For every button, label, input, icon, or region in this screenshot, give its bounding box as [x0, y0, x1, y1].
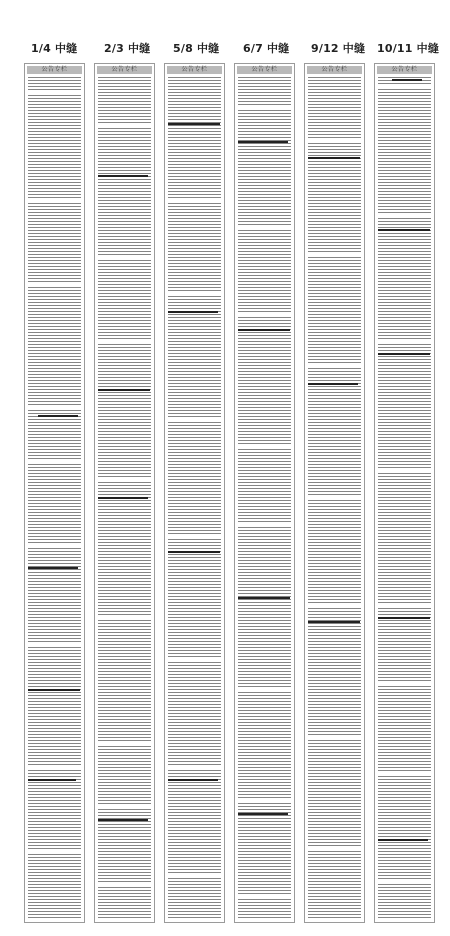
- heading-line: [168, 551, 220, 553]
- heading-line: [168, 311, 218, 313]
- paragraph-gap: [28, 407, 81, 410]
- paragraph-gap: [308, 365, 361, 368]
- column-header-5-8: 5/8 中缝: [173, 42, 220, 55]
- gutter-strip-10-11: [374, 63, 435, 923]
- notice-text-block: [28, 77, 81, 919]
- paragraph-gap: [308, 497, 361, 500]
- heading-line: [98, 389, 150, 391]
- gutter-strip-1-4: [24, 63, 85, 923]
- heading-line: [98, 175, 148, 177]
- heading-line: [98, 497, 148, 499]
- paragraph-gap: [378, 215, 431, 218]
- notice-text-block: [378, 77, 431, 919]
- heading-line: [168, 123, 220, 125]
- heading-line: [238, 813, 288, 815]
- notice-text-lines: [378, 77, 431, 919]
- strip-title: 公告专栏: [237, 66, 292, 74]
- paragraph-gap: [98, 339, 151, 342]
- heading-line: [308, 383, 358, 385]
- paragraph-gap: [28, 91, 81, 94]
- gutter-strip-9-12: [304, 63, 365, 923]
- heading-line: [238, 597, 290, 599]
- notice-text-lines: [28, 77, 81, 919]
- paragraph-gap: [238, 227, 291, 230]
- heading-line: [168, 779, 218, 781]
- paragraph-gap: [168, 199, 221, 202]
- notice-text-lines: [168, 77, 221, 919]
- gutter-strip-2-3: [94, 63, 155, 923]
- paragraph-gap: [168, 535, 221, 538]
- gutter-strip-5-8: [164, 63, 225, 923]
- notice-text-block: [308, 77, 361, 919]
- notice-text-block: [238, 77, 291, 919]
- paragraph-gap: [378, 85, 431, 88]
- gutter-strip-6-7: [234, 63, 295, 923]
- paragraph-gap: [378, 881, 431, 884]
- heading-line: [28, 689, 80, 691]
- column-header-2-3: 2/3 中缝: [104, 42, 151, 55]
- paragraph-gap: [308, 605, 361, 608]
- heading-line: [378, 353, 430, 355]
- paragraph-gap: [238, 313, 291, 316]
- heading-line: [308, 621, 360, 623]
- paragraph-gap: [308, 139, 361, 142]
- paragraph-gap: [238, 799, 291, 802]
- paragraph-gap: [168, 657, 221, 660]
- paragraph-gap: [238, 107, 291, 110]
- paragraph-gap: [28, 767, 81, 770]
- paragraph-gap: [378, 681, 431, 684]
- paragraph-gap: [28, 199, 81, 202]
- strip-title: 公告专栏: [27, 66, 82, 74]
- paragraph-gap: [168, 417, 221, 420]
- column-header-9-12: 9/12 中缝: [311, 42, 366, 55]
- heading-line: [238, 141, 288, 143]
- paragraph-gap: [378, 469, 431, 472]
- heading-line: [238, 329, 290, 331]
- paragraph-gap: [98, 479, 151, 482]
- paragraph-gap: [168, 765, 221, 768]
- paragraph-gap: [168, 873, 221, 876]
- paragraph-gap: [28, 283, 81, 286]
- paragraph-gap: [28, 461, 81, 464]
- paragraph-gap: [308, 253, 361, 256]
- paragraph-gap: [378, 339, 431, 342]
- paragraph-gap: [98, 617, 151, 620]
- paragraph-gap: [98, 805, 151, 808]
- heading-line: [98, 819, 148, 821]
- notice-text-block: [98, 77, 151, 919]
- paragraph-gap: [238, 895, 291, 898]
- paragraph-gap: [308, 737, 361, 740]
- paragraph-gap: [28, 851, 81, 854]
- strip-title: 公告专栏: [167, 66, 222, 74]
- heading-line: [378, 229, 430, 231]
- paragraph-gap: [98, 741, 151, 744]
- strip-title: 公告专栏: [377, 66, 432, 74]
- paragraph-gap: [308, 847, 361, 850]
- paragraph-gap: [98, 883, 151, 886]
- paragraph-gap: [238, 687, 291, 690]
- heading-line: [308, 157, 360, 159]
- paragraph-gap: [238, 523, 291, 526]
- strip-title: 公告专栏: [97, 66, 152, 74]
- heading-line: [392, 79, 422, 81]
- paragraph-gap: [378, 771, 431, 774]
- paragraph-gap: [168, 291, 221, 294]
- paragraph-gap: [378, 603, 431, 606]
- paragraph-gap: [98, 123, 151, 126]
- heading-line: [378, 617, 430, 619]
- paragraph-gap: [98, 255, 151, 258]
- column-header-6-7: 6/7 中缝: [243, 42, 290, 55]
- paragraph-gap: [28, 643, 81, 646]
- heading-line: [28, 779, 76, 781]
- column-header-1-4: 1/4 中缝: [31, 42, 78, 55]
- heading-line: [38, 415, 78, 417]
- heading-line: [378, 839, 428, 841]
- column-header-10-11: 10/11 中缝: [377, 42, 440, 55]
- strip-title: 公告专栏: [307, 66, 362, 74]
- notice-text-lines: [238, 77, 291, 919]
- notice-text-block: [168, 77, 221, 919]
- heading-line: [28, 567, 78, 569]
- paragraph-gap: [28, 543, 81, 546]
- paragraph-gap: [238, 445, 291, 448]
